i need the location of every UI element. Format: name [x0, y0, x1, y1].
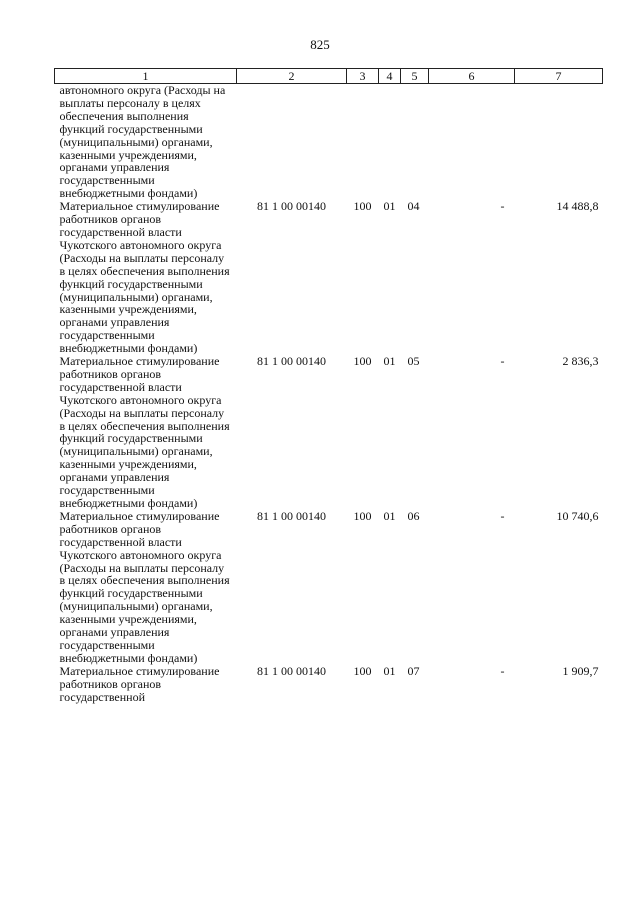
row-amount: 2 836,3	[562, 354, 599, 369]
row-name: Материальное стимулирование работников органов государственной власти Чукотского автономного округа (Расходы на выплаты персоналу в целях обеспечения выполнения функций государственными (муниципальными) органами, казенными учреждениями, органами управления государственными внебюджетными фондами)	[59, 199, 230, 356]
row-col6: -	[500, 508, 505, 523]
row-name: Материальное стимулирование работников органов государственной власти Чукотского автономного округа (Расходы на выплаты персоналу в целях обеспечения выполнения функций государственными (муниципальными) органами, казенными учреждениями, органами управления государственными внебюджетными фондами)	[59, 508, 230, 665]
row-col5: 04	[407, 199, 420, 214]
table-row	[55, 510, 603, 665]
row-code: 81 1 00 00140	[257, 199, 326, 214]
row-col5: 06	[407, 508, 420, 523]
row-col4: 01	[383, 508, 396, 523]
row-code: 81 1 00 00140	[257, 508, 326, 523]
row-amount: 1 909,7	[562, 663, 599, 678]
row-col6: -	[500, 354, 505, 369]
row-col3: 100	[353, 199, 372, 214]
table-row	[55, 355, 603, 510]
row-name: автономного округа (Расходы на выплаты персоналу в целях обеспечения выполнения функций государственными (муниципальными) органами, казенными учреждениями, органами управления государственными внебюджетными фондами)	[59, 83, 226, 201]
column-header-6: 6	[429, 69, 515, 84]
row-col4: 01	[383, 354, 396, 369]
row-col3: 100	[353, 354, 372, 369]
row-name: Материальное стимулирование работников органов государственной	[59, 663, 220, 704]
column-header-4: 4	[379, 69, 401, 84]
row-col3: 100	[353, 663, 372, 678]
row-amount	[515, 84, 603, 201]
column-header-5: 5	[401, 69, 429, 84]
row-col6: -	[500, 199, 505, 214]
page-number: 825	[310, 37, 330, 52]
row-col3	[347, 84, 379, 201]
budget-table	[54, 68, 603, 704]
row-code: 81 1 00 00140	[257, 663, 326, 678]
row-code	[237, 84, 347, 201]
row-name: Материальное стимулирование работников органов государственной власти Чукотского автономного округа (Расходы на выплаты персоналу в целях обеспечения выполнения функций государственными (муниципальными) органами, казенными учреждениями, органами управления государственными внебюджетными фондами)	[59, 354, 230, 510]
row-col4: 01	[383, 663, 396, 678]
row-code: 81 1 00 00140	[257, 354, 326, 369]
row-col5: 07	[407, 663, 420, 678]
column-header-3: 3	[347, 69, 379, 84]
row-col6	[429, 84, 515, 201]
table-row	[55, 665, 603, 704]
column-header-2: 2	[237, 69, 347, 84]
row-col5: 05	[407, 354, 420, 369]
row-amount: 14 488,8	[556, 199, 599, 214]
row-col5	[401, 84, 429, 201]
column-header-1: 1	[55, 69, 237, 84]
row-col4	[379, 84, 401, 201]
table-header-row	[55, 69, 603, 84]
table-row	[55, 84, 603, 201]
column-header-7: 7	[515, 69, 603, 84]
row-col3: 100	[353, 508, 372, 523]
row-amount: 10 740,6	[556, 508, 599, 523]
row-col4: 01	[383, 199, 396, 214]
row-col6: -	[500, 663, 505, 678]
table-row	[55, 200, 603, 355]
